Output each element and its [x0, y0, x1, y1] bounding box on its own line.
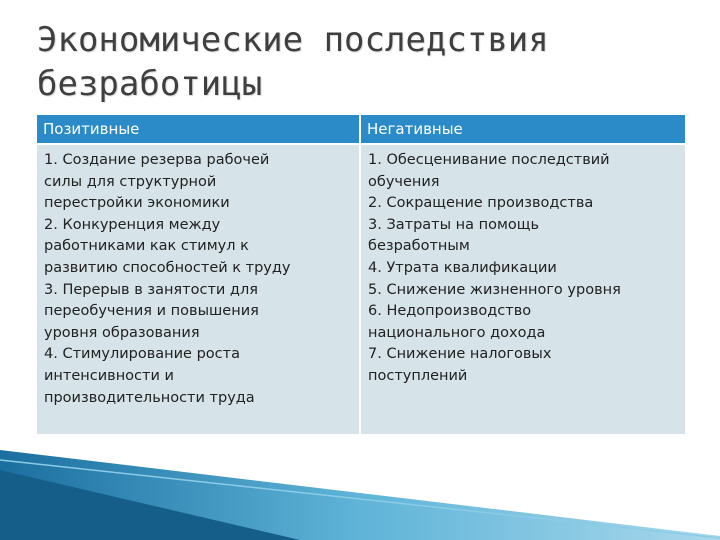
positive-effect-line: 2. Конкуренция между	[44, 216, 221, 233]
negative-effect-line: 4. Утрата квалификации	[368, 259, 557, 276]
negative-effect-line: безработным	[368, 238, 470, 255]
header-positive: Позитивные	[37, 115, 359, 143]
decorative-wave	[0, 450, 720, 540]
positive-effect-line: 1. Создание резерва рабочей	[44, 152, 270, 168]
negative-effect-line: обучения	[368, 173, 440, 190]
negative-effect-line: 1. Обесценивание последствий	[368, 152, 610, 168]
positive-effect-line: переобучения и повышения	[44, 303, 259, 320]
slide-title	[37, 18, 697, 106]
positive-effect-line: перестройки экономики	[44, 195, 230, 212]
positive-effect-line: уровня образования	[44, 324, 200, 341]
slide-title-line: Экономические последствия	[37, 20, 549, 60]
positive-effect-line: работниками как стимул к	[44, 238, 249, 255]
negative-effect-line: 7. Снижение налоговых	[368, 346, 552, 363]
negative-effect-line: 6. Недопроизводство	[368, 303, 532, 320]
negative-effect-line: 2. Сокращение производства	[368, 195, 594, 212]
positive-effect-line: 4. Стимулирование роста	[44, 346, 240, 363]
header-negative: Негативные	[361, 115, 685, 143]
positive-effect-line: интенсивности и	[44, 367, 174, 384]
positive-effect-line: развитию способностей к труду	[44, 259, 291, 276]
positive-effect-line: силы для структурной	[44, 173, 217, 190]
consequences-table	[37, 115, 685, 435]
positive-effects-cell	[37, 145, 359, 434]
negative-effect-line: 5. Снижение жизненного уровня	[368, 281, 621, 298]
negative-effect-line: национального дохода	[368, 324, 546, 341]
negative-effects-cell	[361, 145, 685, 434]
slide-title-line: безработицы	[37, 64, 263, 104]
negative-effect-line: 3. Затраты на помощь	[368, 216, 540, 233]
negative-effect-line: поступлений	[368, 367, 468, 384]
positive-effect-line: 3. Перерыв в занятости для	[44, 281, 258, 298]
positive-effect-line: производительности труда	[44, 389, 255, 406]
